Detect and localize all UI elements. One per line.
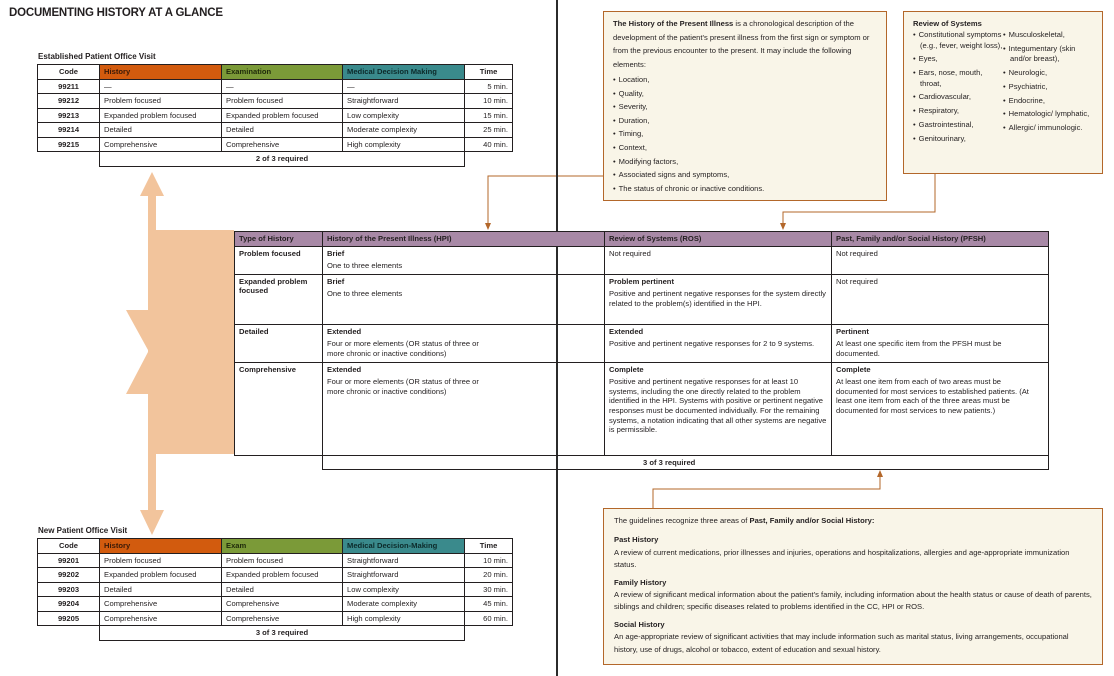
table-row <box>235 246 1049 274</box>
cell-code: 99214 <box>38 123 100 138</box>
cell-history: Detailed <box>100 123 222 138</box>
table-row <box>38 597 513 612</box>
cell-code: 99212 <box>38 94 100 109</box>
cell-pfsh <box>832 362 1049 455</box>
pfsh-intro-bold: Past, Family and/or Social History: <box>749 516 875 525</box>
section-title: Past History <box>614 535 659 545</box>
cell-hpi <box>323 362 605 455</box>
cell-mdm: High complexity <box>343 137 465 152</box>
cell-mdm: Moderate complexity <box>343 123 465 138</box>
cell-exam: Detailed <box>222 582 343 597</box>
table-row <box>38 582 513 597</box>
list-item: • Cardiovascular, <box>913 92 1003 103</box>
cell-time: 10 min. <box>465 553 513 568</box>
list-item: • Duration, <box>613 114 877 128</box>
header-exam: Exam <box>222 539 343 554</box>
hpi-level: Extended <box>327 364 362 374</box>
cell-hpi <box>323 246 605 274</box>
footer-spacer <box>38 626 100 641</box>
pfsh-connector-line <box>653 476 880 508</box>
required-note: 2 of 3 required <box>100 152 465 167</box>
list-item: • Integumentary (skin and/or breast), <box>1003 44 1093 65</box>
hpi-connector-line <box>488 176 603 224</box>
list-item: • Allergic/ immunologic. <box>1003 123 1093 134</box>
cell-time: 5 min. <box>465 79 513 94</box>
ros-callout-title: Review of Systems <box>913 19 982 28</box>
list-item: • Context, <box>613 141 877 155</box>
ros-callout <box>903 11 1103 174</box>
cell-pfsh <box>832 246 1049 274</box>
pfsh-callout <box>603 508 1103 665</box>
cell-code: 99201 <box>38 553 100 568</box>
table-row <box>38 568 513 583</box>
table-row <box>38 611 513 626</box>
header-history: History <box>100 539 222 554</box>
cell-time: 20 min. <box>465 568 513 583</box>
hpi-level: Brief <box>327 248 345 258</box>
pfsh-text: At least one item from each of two areas must be documented for most services to established patients. (At least one item from each of the three areas must be documented for most services to new patients.) <box>836 377 1029 415</box>
cell-pfsh <box>832 324 1049 362</box>
list-item: • The status of chronic or inactive conditions. <box>613 182 877 196</box>
list-item: • Location, <box>613 73 877 87</box>
cell-code: 99202 <box>38 568 100 583</box>
pfsh-section-family <box>614 577 1092 614</box>
header-ros: Review of Systems (ROS) <box>605 232 832 247</box>
cell-hpi <box>323 274 605 324</box>
cell-exam: Detailed <box>222 123 343 138</box>
ros-level: Extended <box>609 326 644 336</box>
required-note: 3 of 3 required <box>100 626 465 641</box>
established-visit-table <box>37 64 513 167</box>
header-code: Code <box>38 539 100 554</box>
table-row <box>38 94 513 109</box>
established-caption: Established Patient Office Visit <box>38 52 156 61</box>
table-row <box>235 362 1049 455</box>
table-header-row <box>38 539 513 554</box>
cell-mdm: Straightforward <box>343 568 465 583</box>
history-type-table <box>234 231 1049 470</box>
ros-list-left <box>913 30 1003 148</box>
hpi-elements-list <box>613 73 877 195</box>
table-row <box>38 123 513 138</box>
cell-time: 60 min. <box>465 611 513 626</box>
header-type-of-history: Type of History <box>235 232 323 247</box>
cell-hpi <box>323 324 605 362</box>
cell-mdm: High complexity <box>343 611 465 626</box>
section-title: Social History <box>614 619 665 629</box>
cell-exam: Comprehensive <box>222 137 343 152</box>
table-footer-row <box>38 626 513 641</box>
header-pfsh: Past, Family and/or Social History (PFSH) <box>832 232 1049 247</box>
cell-history: — <box>100 79 222 94</box>
ros-list-right <box>1003 30 1093 148</box>
cell-code: 99203 <box>38 582 100 597</box>
cell-mdm: Moderate complexity <box>343 597 465 612</box>
list-item: • Associated signs and symptoms, <box>613 168 877 182</box>
cell-ros <box>605 362 832 455</box>
cell-mdm: Straightforward <box>343 94 465 109</box>
header-examination: Examination <box>222 65 343 80</box>
list-item: • Timing, <box>613 127 877 141</box>
cell-code: 99215 <box>38 137 100 152</box>
pfsh-level: Complete <box>836 364 871 374</box>
cell-ros <box>605 274 832 324</box>
ros-connector-arrowhead <box>780 223 786 230</box>
cell-mdm: — <box>343 79 465 94</box>
new-patient-visit-table <box>37 538 513 641</box>
list-item: • Psychiatric, <box>1003 82 1093 93</box>
pfsh-intro-text: The guidelines recognize three areas of <box>614 516 750 525</box>
hpi-text: One to three elements <box>327 289 403 299</box>
list-item: • Respiratory, <box>913 106 1003 117</box>
pfsh-section-past <box>614 534 1092 571</box>
hpi-text: Four or more elements (OR status of three or more chronic or inactive conditions) <box>327 377 479 396</box>
page-title: DOCUMENTING HISTORY AT A GLANCE <box>9 7 223 19</box>
cell-exam: — <box>222 79 343 94</box>
section-text: A review of significant medical information about the patient's family, including information about the health status or cause of death of parents, siblings and children; specific diseases related to problems identified in the CC, HPI or ROS. <box>614 590 1092 612</box>
cell-code: 99204 <box>38 597 100 612</box>
cell-history: Problem focused <box>100 553 222 568</box>
pfsh-callout-intro <box>614 515 1092 527</box>
cell-time: 25 min. <box>465 123 513 138</box>
hpi-text: Four or more elements (OR status of three or more chronic or inactive conditions) <box>327 339 479 358</box>
hpi-callout <box>603 11 887 201</box>
cell-history: Problem focused <box>100 94 222 109</box>
list-item: • Eyes, <box>913 54 1003 65</box>
hpi-callout-desc: is a chronological description of the development of the patient's present illness from the first sign or symptom or from the previous encounter to the present. It may include the following elements: <box>613 19 870 69</box>
cell-mdm: Low complexity <box>343 108 465 123</box>
cell-type: Problem focused <box>235 246 323 274</box>
cell-exam: Problem focused <box>222 94 343 109</box>
hpi-callout-lead: The History of the Present Illness <box>613 19 734 28</box>
section-text: An age-appropriate review of significant activities that may include information such as marital status, living arrangements, occupational history, use of drugs, alcohol or tobacco, extent of education and sexual history. <box>614 632 1069 654</box>
header-mdm: Medical Decision Making <box>343 65 465 80</box>
header-hpi: History of the Present Illness (HPI) <box>323 232 605 247</box>
cell-history: Expanded problem focused <box>100 108 222 123</box>
pfsh-connector-arrowhead <box>877 470 883 477</box>
footer-spacer <box>465 626 513 641</box>
table-row <box>38 79 513 94</box>
cell-type: Comprehensive <box>235 362 323 455</box>
ros-columns <box>913 30 1093 148</box>
cell-history: Comprehensive <box>100 611 222 626</box>
cell-time: 10 min. <box>465 94 513 109</box>
list-item: • Neurologic, <box>1003 68 1093 79</box>
table-row <box>38 553 513 568</box>
cell-pfsh <box>832 274 1049 324</box>
table-row <box>235 324 1049 362</box>
list-item: • Musculoskeletal, <box>1003 30 1093 41</box>
table-footer-row <box>38 152 513 167</box>
list-item: • Severity, <box>613 100 877 114</box>
hpi-connector-arrowhead <box>485 223 491 230</box>
cell-exam: Problem focused <box>222 553 343 568</box>
header-history: History <box>100 65 222 80</box>
table-row <box>235 274 1049 324</box>
pfsh-level: Pertinent <box>836 326 869 336</box>
table-header-row <box>235 232 1049 247</box>
ros-text: Not required <box>609 248 651 258</box>
list-item: • Endocrine, <box>1003 96 1093 107</box>
list-item: • Constitutional symptoms (e.g., fever, weight loss), <box>913 30 1003 51</box>
table-header-row <box>38 65 513 80</box>
cell-ros <box>605 246 832 274</box>
cell-code: 99205 <box>38 611 100 626</box>
list-item: • Quality, <box>613 87 877 101</box>
footer-spacer <box>235 455 323 470</box>
cell-exam: Comprehensive <box>222 597 343 612</box>
section-text: A review of current medications, prior illnesses and injuries, operations and hospitalizations, allergies and age-appropriate immunization status. <box>614 547 1070 570</box>
cell-type: Detailed <box>235 324 323 362</box>
pfsh-section-social <box>614 619 1092 656</box>
footer-spacer <box>465 152 513 167</box>
cell-time: 15 min. <box>465 108 513 123</box>
hpi-callout-intro <box>613 17 877 71</box>
new-patient-caption: New Patient Office Visit <box>38 526 128 535</box>
header-time: Time <box>465 65 513 80</box>
cell-ros <box>605 324 832 362</box>
ros-text: Positive and pertinent negative responses for the system directly related to the problem(s) identified in the HPI. <box>609 289 826 308</box>
header-time: Time <box>465 539 513 554</box>
hpi-level: Extended <box>327 326 362 336</box>
cell-history: Detailed <box>100 582 222 597</box>
list-item: • Gastrointestinal, <box>913 120 1003 131</box>
list-item: • Ears, nose, mouth, throat, <box>913 68 1003 89</box>
ros-level: Complete <box>609 364 644 374</box>
cell-type: Expanded problem focused <box>235 274 323 324</box>
hpi-text: One to three elements <box>327 261 403 271</box>
cell-mdm: Straightforward <box>343 553 465 568</box>
ros-text: Positive and pertinent negative responses for at least 10 systems, including the one directly related to the problem identified in the HPI. Systems with positive or pertinent negative responses must be documented individually. For the remaining systems, a notation indicating that all other systems are negative is permissible. <box>609 377 827 435</box>
list-item: • Modifying factors, <box>613 155 877 169</box>
cell-exam: Expanded problem focused <box>222 108 343 123</box>
cell-mdm: Low complexity <box>343 582 465 597</box>
cell-history: Comprehensive <box>100 137 222 152</box>
ros-text: Positive and pertinent negative responses for 2 to 9 systems. <box>609 339 815 349</box>
header-mdm: Medical Decision-Making <box>343 539 465 554</box>
cell-code: 99213 <box>38 108 100 123</box>
cell-exam: Expanded problem focused <box>222 568 343 583</box>
footer-spacer <box>38 152 100 167</box>
pfsh-text: Not required <box>836 276 878 286</box>
table-footer-row <box>235 455 1049 470</box>
pfsh-text: Not required <box>836 248 878 258</box>
list-item: • Hematologic/ lymphatic, <box>1003 109 1093 120</box>
table-row <box>38 108 513 123</box>
cell-exam: Comprehensive <box>222 611 343 626</box>
cell-time: 40 min. <box>465 137 513 152</box>
required-note: 3 of 3 required <box>323 455 1049 470</box>
table-row <box>38 137 513 152</box>
ros-level: Problem pertinent <box>609 276 674 286</box>
cell-time: 30 min. <box>465 582 513 597</box>
cell-time: 45 min. <box>465 597 513 612</box>
header-code: Code <box>38 65 100 80</box>
pfsh-text: At least one specific item from the PFSH must be documented. <box>836 339 1002 358</box>
hpi-level: Brief <box>327 276 345 286</box>
cell-history: Comprehensive <box>100 597 222 612</box>
cell-history: Expanded problem focused <box>100 568 222 583</box>
section-title: Family History <box>614 577 667 587</box>
cell-code: 99211 <box>38 79 100 94</box>
list-item: • Genitourinary, <box>913 134 1003 145</box>
